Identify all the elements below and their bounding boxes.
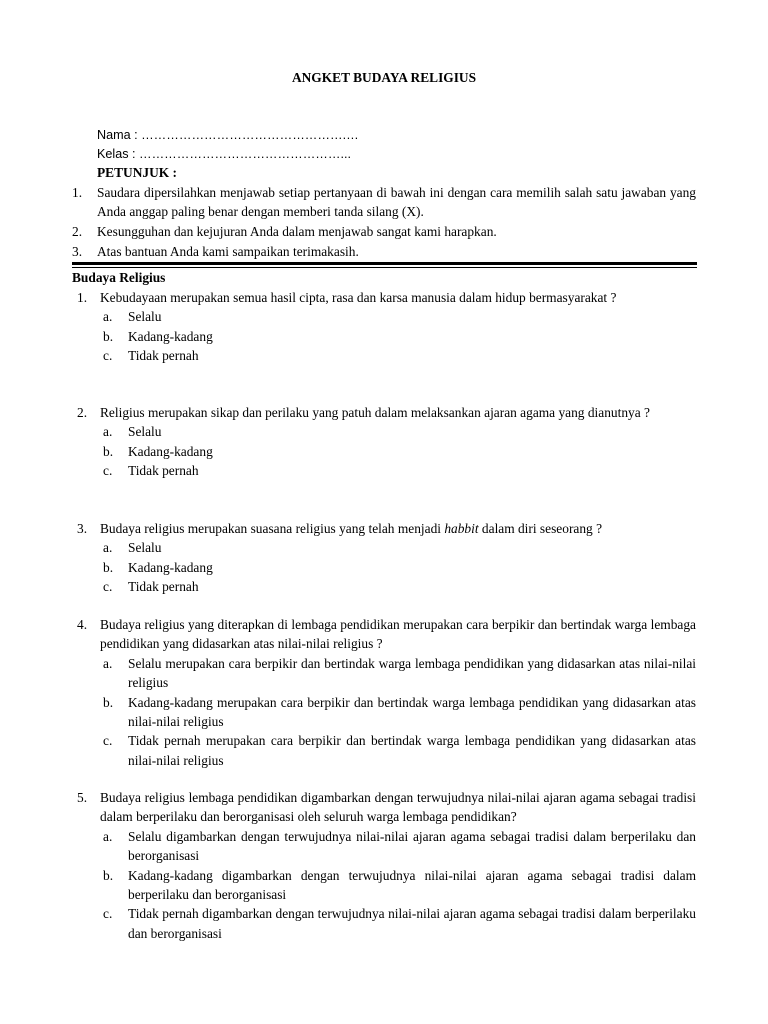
option-letter: c. bbox=[103, 348, 113, 364]
option-letter: b. bbox=[103, 328, 114, 344]
option-text: Kadang-kadang bbox=[128, 443, 213, 459]
instruction-item bbox=[72, 222, 696, 241]
question-number: 4. bbox=[77, 617, 88, 632]
answer-options bbox=[72, 307, 696, 365]
option-text: Tidak pernah bbox=[128, 348, 199, 364]
option-letter: a. bbox=[103, 828, 113, 844]
answer-option[interactable] bbox=[103, 866, 696, 905]
question-item bbox=[72, 788, 696, 943]
option-text: Tidak pernah merupakan cara berpikir dan bertindak warga lembaga pendidikan yang didasarkan atas nilai-nilai religius bbox=[128, 733, 696, 768]
section-divider-thick bbox=[72, 262, 697, 265]
option-letter: a. bbox=[103, 309, 113, 325]
answer-options bbox=[72, 422, 696, 480]
instruction-text: Atas bantuan Anda kami sampaikan terimakasih. bbox=[97, 244, 359, 259]
answer-option[interactable] bbox=[103, 904, 696, 943]
section-heading: Budaya Religius bbox=[72, 270, 166, 285]
instruction-number: 2. bbox=[72, 224, 83, 239]
nama-field: Nama : ………………………………………….… bbox=[97, 128, 359, 142]
instruction-text: Kesungguhan dan kejujuran Anda dalam menjawab sangat kami harapkan. bbox=[97, 224, 497, 239]
document-title: ANGKET BUDAYA RELIGIUS bbox=[291, 70, 477, 85]
answer-option[interactable] bbox=[103, 577, 696, 596]
option-text: Kadang-kadang digambarkan dengan terwujudnya nilai-nilai ajaran agama sebagai tradisi dalam berperilaku dan berorganisasi bbox=[128, 867, 696, 903]
question-number: 1. bbox=[77, 290, 88, 305]
answer-options bbox=[72, 654, 696, 770]
option-letter: b. bbox=[103, 443, 114, 459]
question-number: 3. bbox=[77, 521, 88, 536]
option-letter: b. bbox=[103, 559, 114, 575]
question-item bbox=[72, 519, 696, 597]
option-text: Kadang-kadang bbox=[128, 328, 213, 344]
question-number: 2. bbox=[77, 405, 88, 420]
answer-option[interactable] bbox=[103, 538, 696, 557]
option-text: Tidak pernah bbox=[128, 463, 199, 479]
kelas-field: Kelas : …………………………………………... bbox=[97, 147, 351, 161]
answer-option[interactable] bbox=[103, 558, 696, 577]
option-text: Selalu merupakan cara berpikir dan bertindak warga lembaga pendidikan yang didasarkan atas nilai-nilai religius bbox=[128, 655, 696, 691]
instruction-item bbox=[72, 242, 696, 261]
answer-option[interactable] bbox=[103, 307, 696, 326]
question-item bbox=[72, 615, 696, 770]
option-text: Selalu bbox=[128, 309, 162, 325]
question-number: 5. bbox=[77, 790, 88, 805]
question-text: Religius merupakan sikap dan perilaku yang patuh dalam melaksankan ajaran agama yang dianutnya ? bbox=[100, 405, 650, 420]
option-letter: c. bbox=[103, 463, 113, 479]
question-text: Kebudayaan merupakan semua hasil cipta, rasa dan karsa manusia dalam hidup bermasyarakat ? bbox=[100, 290, 617, 305]
question-text: Budaya religius lembaga pendidikan digambarkan dengan terwujudnya nilai-nilai ajaran agama sebagai tradisi dalam berperilaku dan berorganisasi oleh seluruh warga lembaga pendidikan? bbox=[100, 790, 696, 825]
option-text: Selalu digambarkan dengan terwujudnya nilai-nilai ajaran agama sebagai tradisi dalam berperilaku dan berorganisasi bbox=[128, 828, 696, 864]
option-text: Kadang-kadang merupakan cara berpikir dan bertindak warga lembaga pendidikan yang didasarkan atas nilai-nilai religius bbox=[128, 694, 696, 730]
option-letter: c. bbox=[103, 906, 113, 922]
question-text bbox=[100, 519, 696, 538]
question-text: Budaya religius yang diterapkan di lembaga pendidikan merupakan cara berpikir dan bertindak warga lembaga pendidikan yang didasarkan atas nilai-nilai religius ? bbox=[100, 617, 696, 652]
option-text: Tidak pernah bbox=[128, 579, 199, 595]
petunjuk-heading: PETUNJUK : bbox=[97, 165, 177, 180]
answer-option[interactable] bbox=[103, 654, 696, 693]
question-text-part: Budaya religius merupakan suasana religius yang telah menjadi bbox=[100, 521, 445, 536]
option-letter: a. bbox=[103, 540, 113, 556]
option-letter: c. bbox=[103, 733, 113, 749]
question-text-part: dalam diri seseorang ? bbox=[478, 521, 603, 536]
option-letter: c. bbox=[103, 579, 113, 595]
instruction-number: 1. bbox=[72, 185, 83, 200]
instruction-text: Saudara dipersilahkan menjawab setiap pertanyaan di bawah ini dengan cara memilih salah satu jawaban yang Anda anggap paling benar dengan memberi tanda silang (X). bbox=[97, 185, 696, 220]
instruction-item bbox=[72, 183, 696, 222]
answer-option[interactable] bbox=[103, 731, 696, 770]
option-letter: b. bbox=[103, 694, 114, 710]
answer-option[interactable] bbox=[103, 422, 696, 441]
option-text: Selalu bbox=[128, 540, 162, 556]
answer-option[interactable] bbox=[103, 827, 696, 866]
answer-options bbox=[72, 538, 696, 596]
section-divider-thin bbox=[72, 267, 697, 268]
answer-option[interactable] bbox=[103, 461, 696, 480]
question-item bbox=[72, 403, 696, 481]
answer-option[interactable] bbox=[103, 442, 696, 461]
answer-options bbox=[72, 827, 696, 943]
question-text-italic: habbit bbox=[444, 521, 479, 536]
option-letter: a. bbox=[103, 655, 113, 671]
option-text: Selalu bbox=[128, 424, 162, 440]
option-text: Kadang-kadang bbox=[128, 559, 213, 575]
answer-option[interactable] bbox=[103, 693, 696, 732]
instruction-number: 3. bbox=[72, 244, 83, 259]
answer-option[interactable] bbox=[103, 346, 696, 365]
option-text: Tidak pernah digambarkan dengan terwujudnya nilai-nilai ajaran agama sebagai tradisi dalam berperilaku dan berorganisasi bbox=[128, 906, 696, 941]
answer-option[interactable] bbox=[103, 327, 696, 346]
question-item bbox=[72, 288, 696, 366]
option-letter: a. bbox=[103, 424, 113, 440]
option-letter: b. bbox=[103, 867, 114, 883]
